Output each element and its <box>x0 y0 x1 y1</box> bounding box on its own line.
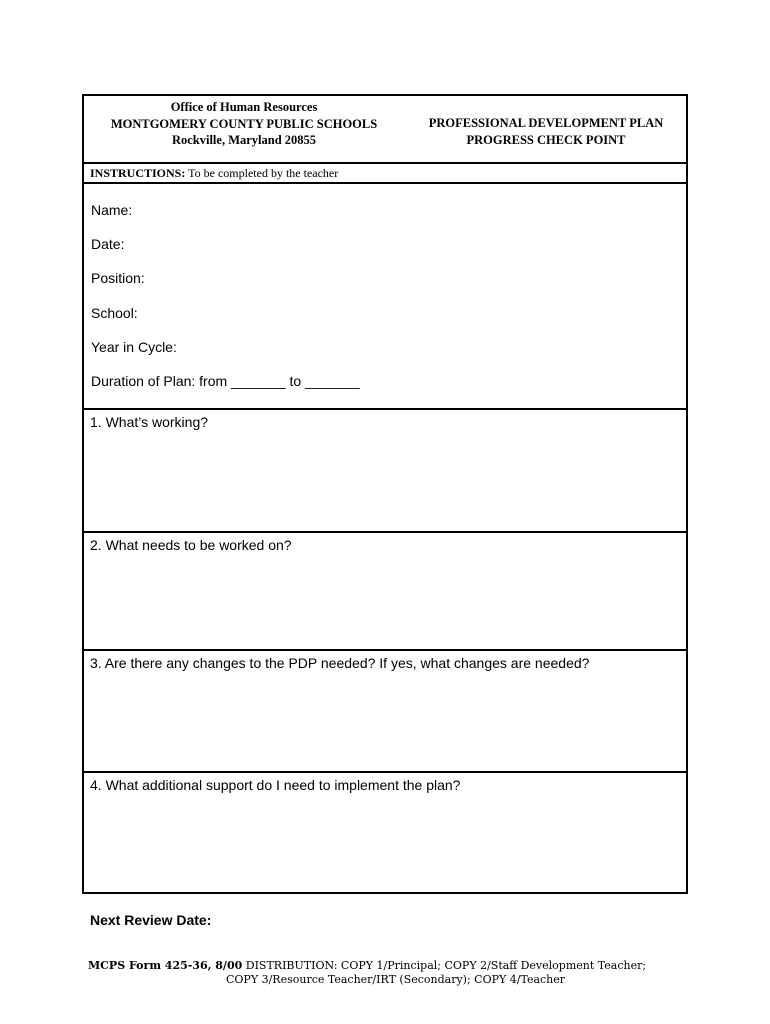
form-title-line-1: PROFESSIONAL DEVELOPMENT PLAN <box>428 116 664 130</box>
instructions-row <box>84 164 686 184</box>
distribution-line-2: COPY 3/Resource Teacher/IRT (Secondary); COPY 4/Teacher <box>226 973 566 986</box>
form-footer <box>88 959 678 987</box>
question-2-text: 2. What needs to be worked on? <box>90 537 292 553</box>
name-field[interactable]: Name: <box>91 202 133 218</box>
form-title-line-2: PROGRESS CHECK POINT <box>466 132 626 147</box>
distribution-line-1: DISTRIBUTION: COPY 1/Principal; COPY 2/Staff Development Teacher; <box>245 959 647 972</box>
organization-name: MONTGOMERY COUNTY PUBLIC SCHOOLS <box>110 116 378 131</box>
office-name: Office of Human Resources <box>170 100 318 114</box>
question-1-box[interactable] <box>84 410 686 533</box>
footer-line-1 <box>88 959 678 973</box>
question-1-text: 1. What’s working? <box>90 414 209 430</box>
teacher-info-section <box>84 184 686 410</box>
instructions-label: INSTRUCTIONS: <box>90 166 186 180</box>
form-title-block <box>406 115 686 148</box>
instructions-text: To be completed by the teacher <box>188 166 339 180</box>
form-id: MCPS Form 425-36, 8/00 <box>88 959 243 972</box>
question-4-box[interactable] <box>84 773 686 892</box>
position-field[interactable]: Position: <box>91 270 145 286</box>
plan-duration-field[interactable]: Duration of Plan: from _______ to _______ <box>91 373 360 389</box>
question-2-box[interactable] <box>84 533 686 651</box>
school-field[interactable]: School: <box>91 305 138 321</box>
date-field[interactable]: Date: <box>91 236 125 252</box>
issuer-block <box>84 99 404 149</box>
next-review-date-field[interactable]: Next Review Date: <box>90 912 212 928</box>
question-4-text: 4. What additional support do I need to implement the plan? <box>90 777 461 793</box>
year-in-cycle-field[interactable]: Year in Cycle: <box>91 339 177 355</box>
question-3-text: 3. Are there any changes to the PDP needed? If yes, what changes are needed? <box>90 655 590 671</box>
organization-location: Rockville, Maryland 20855 <box>171 133 317 147</box>
question-3-box[interactable] <box>84 651 686 773</box>
pdp-form <box>82 94 688 894</box>
form-header <box>84 96 686 164</box>
